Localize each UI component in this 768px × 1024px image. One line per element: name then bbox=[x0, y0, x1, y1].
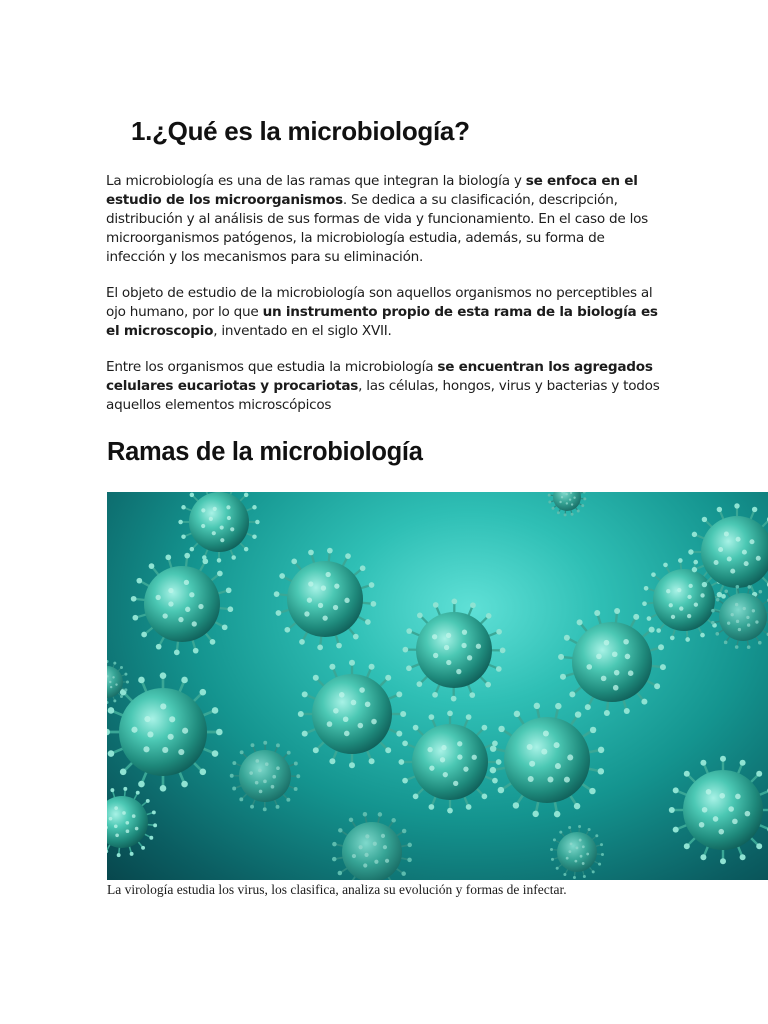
paragraph-emphasis: un instrumento propio de esta rama de la biología es el microscopio bbox=[106, 304, 658, 339]
virus-particle bbox=[490, 703, 605, 818]
virus-particle bbox=[274, 548, 376, 650]
virus-particle bbox=[399, 711, 502, 814]
virus-particle bbox=[403, 599, 506, 702]
paragraph-object-of-study bbox=[106, 284, 666, 341]
virus-particle bbox=[178, 492, 259, 563]
paragraph-text: , las células, hongos, virus y bacterias y todos aquellos elementos microscópicos bbox=[106, 378, 660, 413]
paragraph-text: El objeto de estudio de la microbiología son aquellos organismos no perceptibles al ojo humano, por lo que bbox=[106, 285, 653, 320]
paragraph-text: . Se dedica a su clasificación, descripción, distribución y al análisis de sus formas de vida y funcionamiento. En el caso de los microorganismos patógenos, la microbiología estudia, además, su forma de infección y los mecanismos para su eliminación. bbox=[106, 192, 649, 265]
paragraph-text: Entre los organismos que estudia la microbiología bbox=[106, 359, 438, 375]
virus-illustration bbox=[107, 492, 768, 880]
virus-particle bbox=[107, 660, 129, 704]
page-title: 1.¿Qué es la microbiología? bbox=[131, 116, 470, 146]
virus-particles-graphic bbox=[107, 492, 768, 880]
virus-particle bbox=[332, 812, 412, 880]
virus-particle bbox=[558, 608, 666, 716]
virus-particle bbox=[550, 825, 604, 879]
virus-particle bbox=[131, 553, 233, 655]
virus-particle bbox=[298, 660, 406, 768]
virus-particle bbox=[107, 672, 223, 791]
paragraph-definition bbox=[106, 172, 666, 267]
virus-particle bbox=[548, 492, 587, 516]
virus-particle bbox=[107, 787, 157, 857]
virus-particle bbox=[230, 741, 300, 811]
paragraph-emphasis: se encuentran los agregados celulares eucariotas y procariotas bbox=[106, 359, 653, 394]
paragraph-text: , inventado en el siglo XVII. bbox=[213, 323, 392, 339]
paragraph-organisms bbox=[106, 358, 666, 415]
paragraph-text: La microbiología es una de las ramas que integran la biología y bbox=[106, 173, 526, 189]
paragraph-emphasis: se enfoca en el estudio de los microorganismos bbox=[106, 173, 638, 208]
virus-particle bbox=[669, 756, 768, 864]
figure-caption: La virología estudia los virus, los clasifica, analiza su evolución y formas de infectar. bbox=[107, 882, 567, 897]
section-heading: Ramas de la microbiología bbox=[107, 438, 423, 466]
